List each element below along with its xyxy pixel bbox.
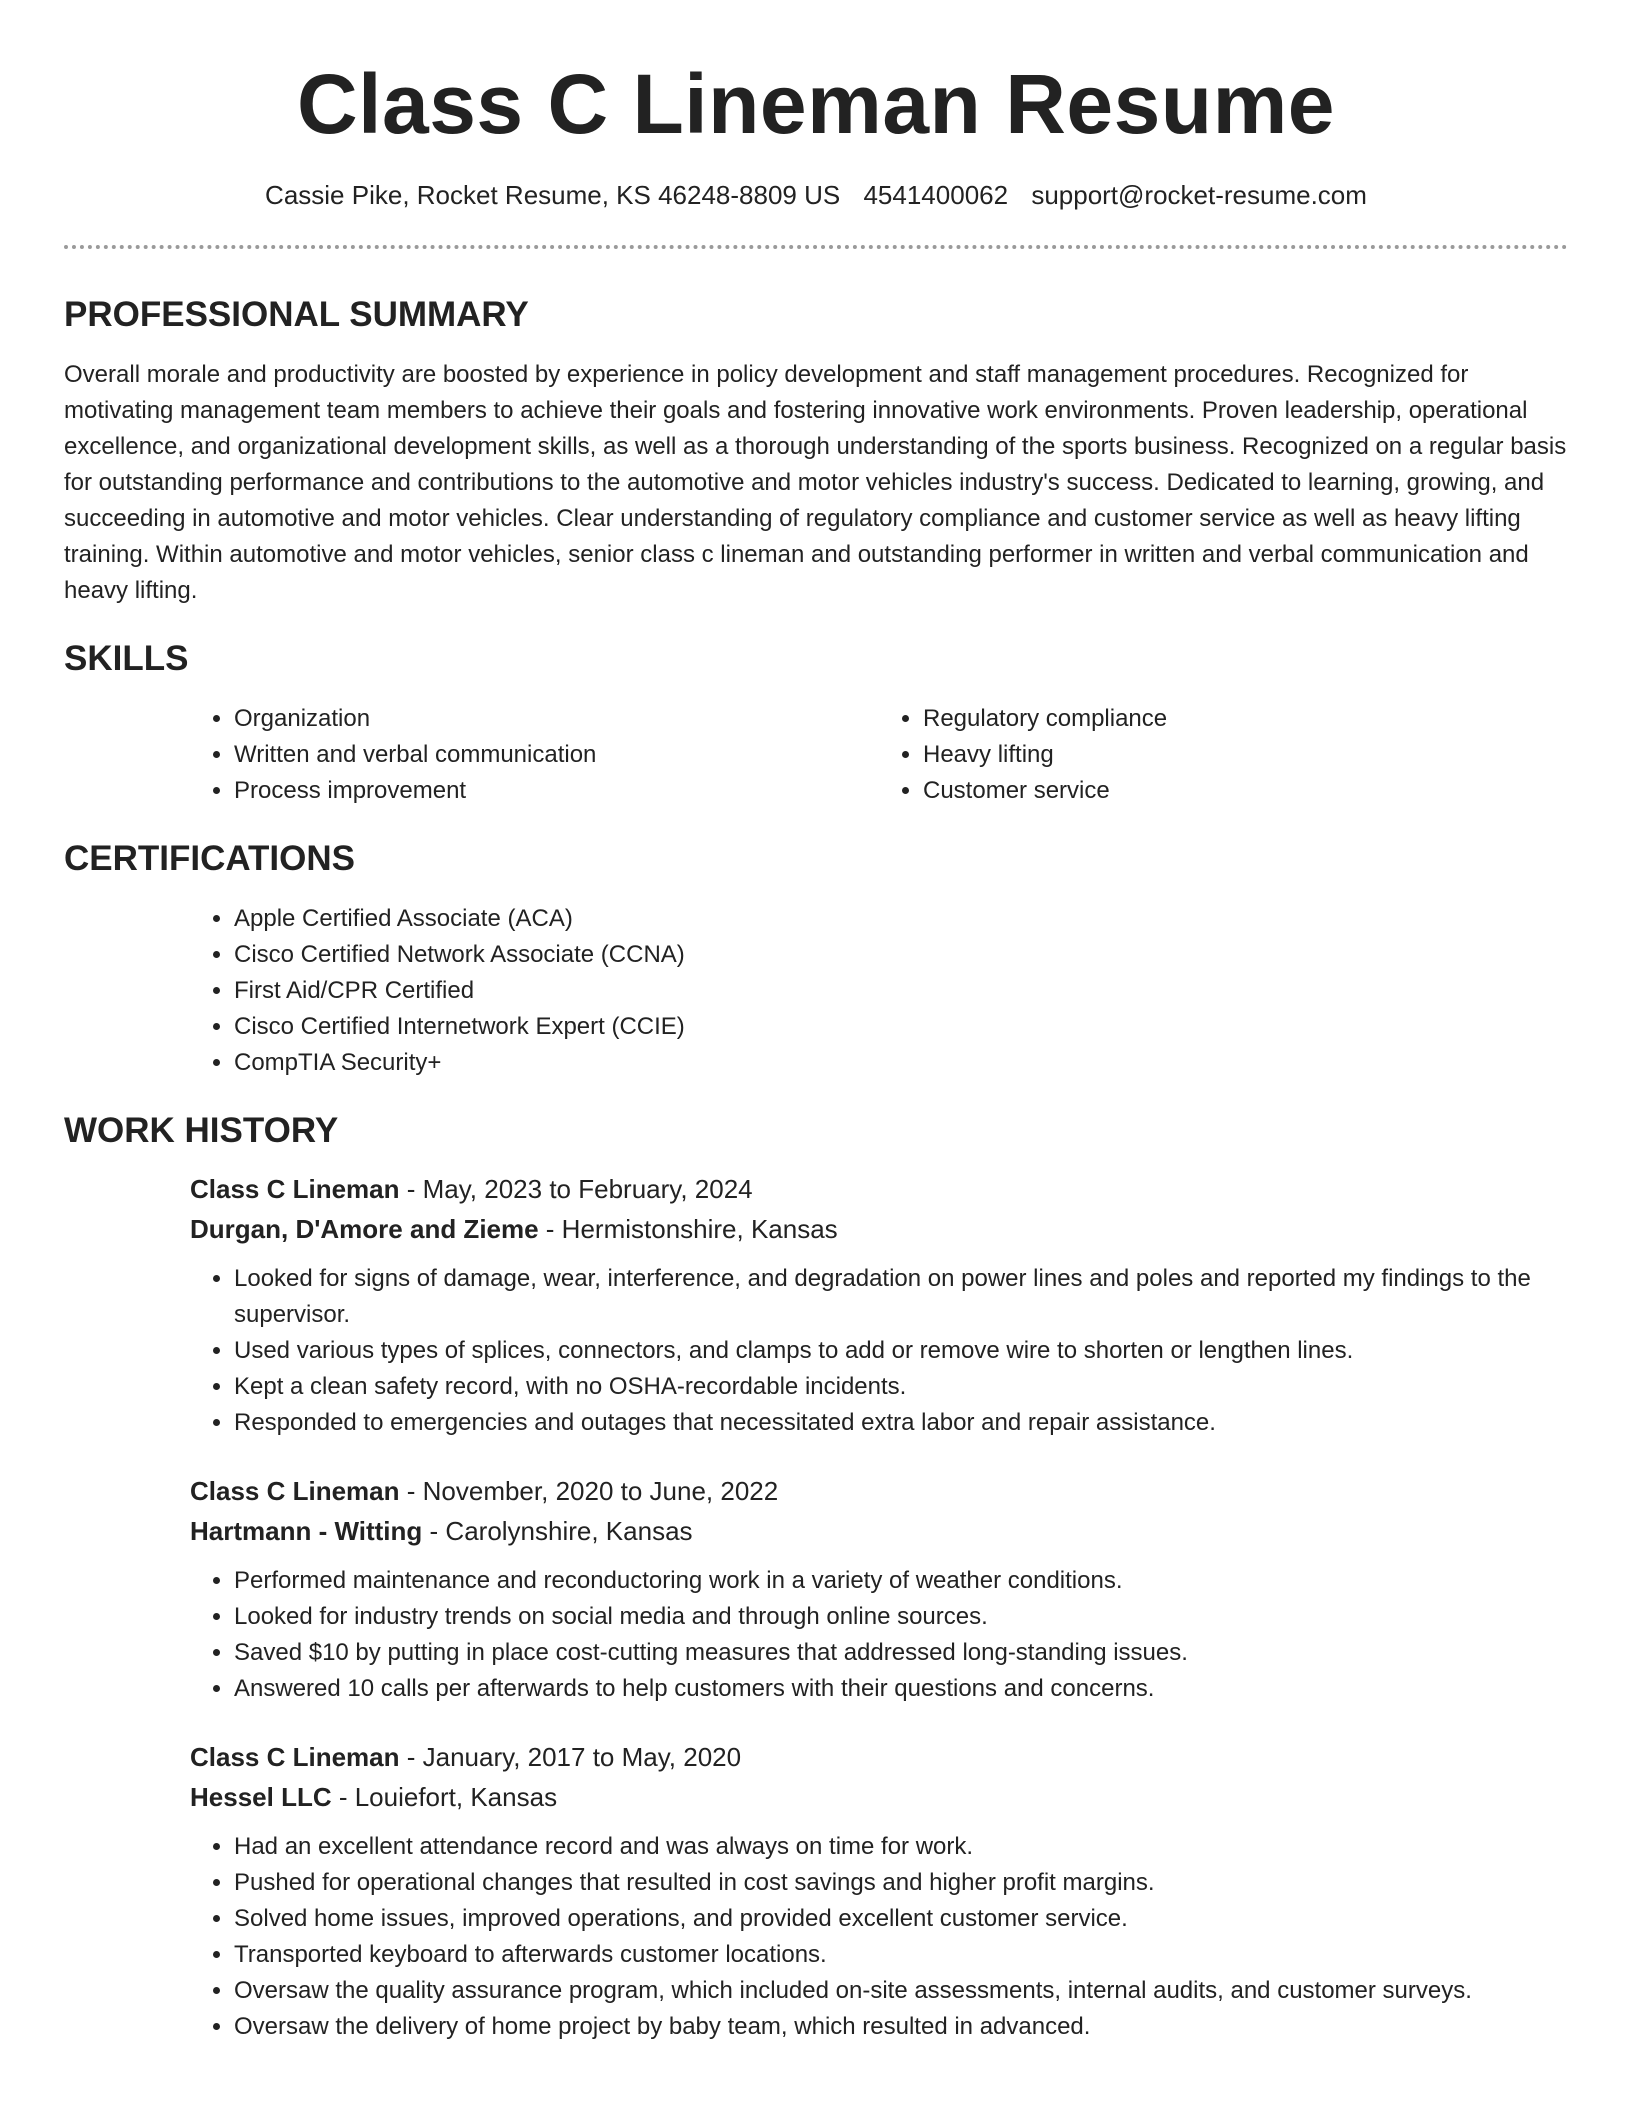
- contact-email: support@rocket-resume.com: [1031, 180, 1367, 210]
- certification-item: • CompTIA Security+: [234, 1045, 1568, 1081]
- summary-section: [64, 295, 1568, 609]
- job-entry: [190, 1169, 1568, 1441]
- job-entry: [190, 1471, 1568, 1707]
- job-bullets: [190, 1563, 1568, 1707]
- job-company-line: [190, 1209, 1568, 1249]
- job-company: Durgan, D'Amore and Zieme: [190, 1214, 539, 1244]
- job-bullet: • Transported keyboard to afterwards customer locations.: [234, 1937, 1568, 1973]
- job-bullet: • Looked for industry trends on social media and through online sources.: [234, 1599, 1568, 1635]
- skills-section: [64, 639, 1568, 809]
- certification-item: • Cisco Certified Network Associate (CCNA): [234, 937, 1568, 973]
- certification-item: • First Aid/CPR Certified: [234, 973, 1568, 1009]
- job-title: Class C Lineman: [190, 1174, 400, 1204]
- job-bullet: • Pushed for operational changes that resulted in cost savings and higher profit margins.: [234, 1865, 1568, 1901]
- job-company: Hessel LLC: [190, 1782, 332, 1812]
- job-bullet: • Used various types of splices, connectors, and clamps to add or remove wire to shorten or lengthen lines.: [234, 1333, 1568, 1369]
- skills-list: [190, 701, 1568, 809]
- job-title: Class C Lineman: [190, 1742, 400, 1772]
- job-bullet: • Solved home issues, improved operations, and provided excellent customer service.: [234, 1901, 1568, 1937]
- skill-item: • Process improvement: [234, 773, 879, 809]
- job-location: - Hermistonshire, Kansas: [538, 1214, 838, 1244]
- job-bullet: • Oversaw the delivery of home project by baby team, which resulted in advanced.: [234, 2009, 1568, 2045]
- certification-item: • Apple Certified Associate (ACA): [234, 901, 1568, 937]
- job-bullet: • Looked for signs of damage, wear, interference, and degradation on power lines and poles and reported my findings to the supervisor.: [234, 1261, 1568, 1333]
- job-company-line: [190, 1777, 1568, 1817]
- contact-phone: 4541400062: [863, 180, 1009, 210]
- skill-item: • Organization: [234, 701, 879, 737]
- skill-item: • Regulatory compliance: [923, 701, 1568, 737]
- job-bullet: • Responded to emergencies and outages that necessitated extra labor and repair assistance.: [234, 1405, 1568, 1441]
- skill-item: • Heavy lifting: [923, 737, 1568, 773]
- resume-title: Class C Lineman Resume: [296, 57, 1336, 151]
- job-dates: - May, 2023 to February, 2024: [399, 1174, 753, 1204]
- job-title-line: [190, 1737, 1568, 1777]
- skills-right-column: [879, 701, 1568, 809]
- job-title-line: [190, 1471, 1568, 1511]
- certification-item: • Cisco Certified Internetwork Expert (CCIE): [234, 1009, 1568, 1045]
- job-title-line: [190, 1169, 1568, 1209]
- certifications-list: [190, 901, 1568, 1081]
- job-dates: - November, 2020 to June, 2022: [399, 1476, 779, 1506]
- job-bullets: [190, 1829, 1568, 2045]
- job-location: - Carolynshire, Kansas: [422, 1516, 693, 1546]
- job-bullet: • Answered 10 calls per afterwards to help customers with their questions and concerns.: [234, 1671, 1568, 1707]
- job-bullet: • Kept a clean safety record, with no OSHA-recordable incidents.: [234, 1369, 1568, 1405]
- job-company-line: [190, 1511, 1568, 1551]
- summary-text: Overall morale and productivity are boosted by experience in policy development and staff management procedures. Recognized for motivating management team members to achieve their goals and fostering innovative work environments. Proven leadership, operational excellence, and organizational development skills, as well as a thorough understanding of the sports business. Recognized on a regular basis for outstanding performance and contributions to the automotive and motor vehicles industry's success. Dedicated to learning, growing, and succeeding in automotive and motor vehicles. Clear understanding of regulatory compliance and customer service as well as heavy lifting training. Within automotive and motor vehicles, senior class c lineman and outstanding performer in written and verbal communication and heavy lifting.: [64, 361, 1567, 604]
- certifications-section: [64, 839, 1568, 1081]
- job-entry: [190, 1737, 1568, 2045]
- job-company: Hartmann - Witting: [190, 1516, 423, 1546]
- job-bullet: • Oversaw the quality assurance program, which included on-site assessments, internal audits, and customer surveys.: [234, 1973, 1568, 2009]
- work-history-heading: WORK HISTORY: [64, 1111, 339, 1150]
- skill-item: • Written and verbal communication: [234, 737, 879, 773]
- job-bullet: • Performed maintenance and reconductoring work in a variety of weather conditions.: [234, 1563, 1568, 1599]
- summary-heading: PROFESSIONAL SUMMARY: [64, 295, 529, 334]
- contact-line: [64, 180, 1568, 211]
- job-bullets: [190, 1261, 1568, 1441]
- skills-heading: SKILLS: [64, 639, 189, 678]
- job-bullet: • Had an excellent attendance record and was always on time for work.: [234, 1829, 1568, 1865]
- skills-left-column: [190, 701, 879, 809]
- header-divider: [64, 245, 1568, 249]
- job-dates: - January, 2017 to May, 2020: [399, 1742, 742, 1772]
- contact-address: Cassie Pike, Rocket Resume, KS 46248-8809 US: [265, 180, 841, 210]
- skill-item: • Customer service: [923, 773, 1568, 809]
- work-history-section: [64, 1111, 1568, 2045]
- job-title: Class C Lineman: [190, 1476, 400, 1506]
- job-location: - Louiefort, Kansas: [331, 1782, 558, 1812]
- job-bullet: • Saved $10 by putting in place cost-cutting measures that addressed long-standing issues.: [234, 1635, 1568, 1671]
- certifications-heading: CERTIFICATIONS: [64, 839, 356, 878]
